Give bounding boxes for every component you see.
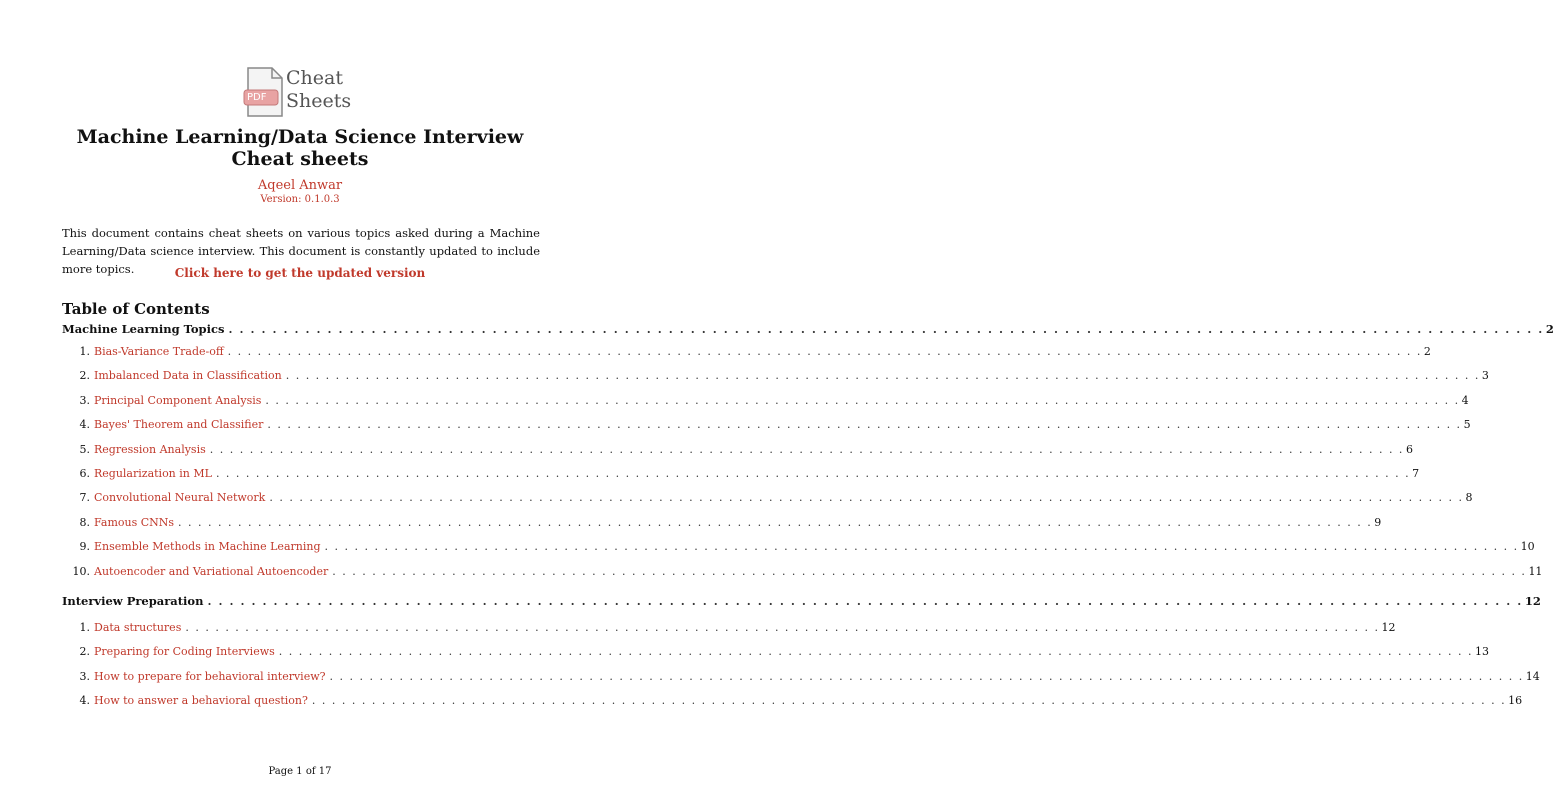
toc-item-number: 9. [79,540,90,554]
toc-item-row[interactable] [62,645,1489,661]
toc-heading: Table of Contents [62,300,210,318]
toc-leader-dots: . . . . . . . . . . . . . . . . . . . . . . . . . . . . . . . . . . . . . . . . . . . . . . . . . . . . . . . . . . . . . . . . . . . . . . . . . . . . . . . . . . . . . . . . . . . . . . . . . . . . . . . . . . . . . . . . . . . . . . . . [269,491,1464,505]
toc-leader-dots: . . . . . . . . . . . . . . . . . . . . . . . . . . . . . . . . . . . . . . . . . . . . . . . . . . . . . . . . . . . . . . . . . . . . . . . . . . . . . . . . . . . . . . . . . . . . . . . . . . . . . . . . . . . . . . . . . . . . . . . . [285,369,1480,383]
toc-section-page: 2 [1545,322,1554,336]
toc-leader-dots: . . . . . . . . . . . . . . . . . . . . . . . . . . . . . . . . . . . . . . . . . . . . . . . . . . . . . . . . . . . . . . . . . . . . . . . . . . . . . . . . . . . . . . . . . . . . . . . . . . . . . . . . . . . . . . . . . . . . . . . . [178,515,1373,529]
intro-paragraph: This document contains cheat sheets on various topics asked during a Machine Learning/Data science interview. This document is constantly updated to include more topics. [62,226,540,276]
toc-leader-dots: . . . . . . . . . . . . . . . . . . . . . . . . . . . . . . . . . . . . . . . . . . . . . . . . . . . . . . . . . . . . . . . . . . . . . . . . . . . . . . . . . . . . . . . . . . . . . . . . . . . . . . . . . . . . . . . . . . . . . . . . [185,621,1380,634]
toc-item-page: 3 [1481,369,1489,383]
toc-item-page: 14 [1525,669,1540,683]
toc-item-number: 3. [79,393,90,407]
toc-item-number: 10. [72,564,90,578]
toc-item-page: 10 [1520,540,1535,554]
toc-leader-dots: . . . . . . . . . . . . . . . . . . . . . . . . . . . . . . . . . . . . . . . . . . . . . . . . . . . . . . . . . . . . . . . . . . . . . . . . . . . . . . . . . . . . . . . . . . . . . . . . . . . . . . . . . . . . . . . . . . . . . . . . [311,694,1507,708]
toc-leader-dots: . . . . . . . . . . . . . . . . . . . . . . . . . . . . . . . . . . . . . . . . . . . . . . . . . . . . . . . . . . . . . . . . . . . . . . . . . . . . . . . . . . . . . . . . . . . . . . . . . . . . . . . . . . . . . . . . . . . . . . . . [228,322,1544,336]
toc-item-page: 12 [1381,621,1396,634]
toc-leader-dots: . . . . . . . . . . . . . . . . . . . . . . . . . . . . . . . . . . . . . . . . . . . . . . . . . . . . . . . . . . . . . . . . . . . . . . . . . . . . . . . . . . . . . . . . . . . . . . . . . . . . . . . . . . . . . . . . . . . . . . . . [227,345,1422,358]
updated-version-link[interactable]: Click here to get the updated version [174,266,426,280]
logo-line1: Cheat [286,67,343,89]
toc-item-link[interactable]: Famous CNNs [94,515,175,529]
toc-item-number: 3. [79,669,90,683]
toc-leader-dots: . . . . . . . . . . . . . . . . . . . . . . . . . . . . . . . . . . . . . . . . . . . . . . . . . . . . . . . . . . . . . . . . . . . . . . . . . . . . . . . . . . . . . . . . . . . . . . . . . . . . . . . . . . . . . . . . . . . . . . . . [207,594,1523,608]
document-title [0,126,600,170]
toc-item-page: 4 [1461,393,1469,407]
toc-item-link[interactable]: Principal Component Analysis [94,393,262,407]
toc-item-row[interactable] [62,669,1540,686]
toc-item-number: 8. [79,515,90,529]
toc-item-page: 6 [1405,442,1413,456]
footer-of: of [305,766,316,777]
toc-leader-dots: . . . . . . . . . . . . . . . . . . . . . . . . . . . . . . . . . . . . . . . . . . . . . . . . . . . . . . . . . . . . . . . . . . . . . . . . . . . . . . . . . . . . . . . . . . . . . . . . . . . . . . . . . . . . . . . . . . . . . . . . [332,564,1527,578]
toc-item-row[interactable] [62,442,1413,459]
toc-item-number: 4. [79,694,90,708]
toc-item-row[interactable] [62,515,1382,532]
toc-item-number: 4. [79,418,90,432]
toc-item-page: 13 [1474,645,1489,659]
toc-item-row[interactable] [62,393,1469,410]
toc-item-number: 1. [79,345,90,358]
toc-item-number: 2. [79,369,90,383]
toc-item-row[interactable] [62,345,1431,361]
toc-leader-dots: . . . . . . . . . . . . . . . . . . . . . . . . . . . . . . . . . . . . . . . . . . . . . . . . . . . . . . . . . . . . . . . . . . . . . . . . . . . . . . . . . . . . . . . . . . . . . . . . . . . . . . . . . . . . . . . . . . . . . . . . [329,669,1524,683]
version-label: Version: 0.1.0.3 [260,194,340,205]
toc-item-number: 1. [79,621,90,634]
toc-leader-dots: . . . . . . . . . . . . . . . . . . . . . . . . . . . . . . . . . . . . . . . . . . . . . . . . . . . . . . . . . . . . . . . . . . . . . . . . . . . . . . . . . . . . . . . . . . . . . . . . . . . . . . . . . . . . . . . . . . . . . . . . [265,393,1460,407]
toc-item-page: 2 [1423,345,1431,358]
toc-item-link[interactable]: Data structures [94,621,182,634]
footer-prefix: Page [268,766,294,777]
toc-item-link[interactable]: How to prepare for behavioral interview? [94,669,326,683]
toc-item-link[interactable]: Regularization in ML [94,467,212,480]
toc-section-label[interactable]: Machine Learning Topics [62,322,225,336]
toc-item-link[interactable]: Convolutional Neural Network [94,491,266,505]
toc-section-row[interactable] [62,322,1554,338]
toc-item-row[interactable] [62,540,1535,556]
toc-item-row[interactable] [62,467,1420,483]
toc-item-row[interactable] [62,564,1543,581]
toc-item-number: 5. [79,442,90,456]
title-line2: Cheat sheets [231,148,369,170]
toc-section-page: 12 [1524,594,1541,608]
toc-item-page: 8 [1465,491,1473,505]
toc-item-row[interactable] [62,418,1471,434]
toc-item-page: 11 [1528,564,1543,578]
toc-item-number: 7. [79,491,90,505]
title-line1: Machine Learning/Data Science Interview [76,126,524,148]
toc-item-number: 6. [79,467,90,480]
toc-item-row[interactable] [62,621,1396,637]
pdf-badge-text: PDF [247,92,267,103]
toc-section-row[interactable] [62,594,1541,610]
cheat-sheets-logo [286,67,351,113]
toc-item-number: 2. [79,645,90,659]
logo-line2: Sheets [286,90,352,112]
toc-item-row[interactable] [62,491,1473,507]
author-name: Aqeel Anwar [257,178,343,193]
page-footer [0,766,600,777]
toc-item-link[interactable]: Autoencoder and Variational Autoencoder [94,564,329,578]
toc-section-label[interactable]: Interview Preparation [62,594,204,608]
toc-item-link[interactable]: Regression Analysis [94,442,206,456]
toc-item-page: 16 [1508,694,1523,708]
footer-total-pages: 17 [318,766,332,777]
toc-item-link[interactable]: Imbalanced Data in Classification [94,369,282,383]
toc-leader-dots: . . . . . . . . . . . . . . . . . . . . . . . . . . . . . . . . . . . . . . . . . . . . . . . . . . . . . . . . . . . . . . . . . . . . . . . . . . . . . . . . . . . . . . . . . . . . . . . . . . . . . . . . . . . . . . . . . . . . . . . . [278,645,1473,659]
toc-item-page: 5 [1463,418,1471,432]
toc-item-link[interactable]: Bias-Variance Trade-off [94,345,224,358]
toc-item-page: 7 [1412,467,1420,480]
toc-item-row[interactable] [62,369,1489,385]
toc-item-link[interactable]: Preparing for Coding Interviews [94,645,275,659]
footer-current-page: 1 [296,766,303,777]
toc-item-row[interactable] [62,694,1523,710]
toc-item-page: 9 [1374,515,1382,529]
toc-leader-dots: . . . . . . . . . . . . . . . . . . . . . . . . . . . . . . . . . . . . . . . . . . . . . . . . . . . . . . . . . . . . . . . . . . . . . . . . . . . . . . . . . . . . . . . . . . . . . . . . . . . . . . . . . . . . . . . . . . . . . . . . [215,467,1411,480]
toc-item-link[interactable]: How to answer a behavioral question? [94,694,308,708]
toc-leader-dots: . . . . . . . . . . . . . . . . . . . . . . . . . . . . . . . . . . . . . . . . . . . . . . . . . . . . . . . . . . . . . . . . . . . . . . . . . . . . . . . . . . . . . . . . . . . . . . . . . . . . . . . . . . . . . . . . . . . . . . . . [209,442,1404,456]
toc-leader-dots: . . . . . . . . . . . . . . . . . . . . . . . . . . . . . . . . . . . . . . . . . . . . . . . . . . . . . . . . . . . . . . . . . . . . . . . . . . . . . . . . . . . . . . . . . . . . . . . . . . . . . . . . . . . . . . . . . . . . . . . . [267,418,1462,432]
toc-leader-dots: . . . . . . . . . . . . . . . . . . . . . . . . . . . . . . . . . . . . . . . . . . . . . . . . . . . . . . . . . . . . . . . . . . . . . . . . . . . . . . . . . . . . . . . . . . . . . . . . . . . . . . . . . . . . . . . . . . . . . . . . [324,540,1519,554]
toc-item-link[interactable]: Ensemble Methods in Machine Learning [94,540,321,554]
toc-item-link[interactable]: Bayes' Theorem and Classifier [94,418,264,432]
